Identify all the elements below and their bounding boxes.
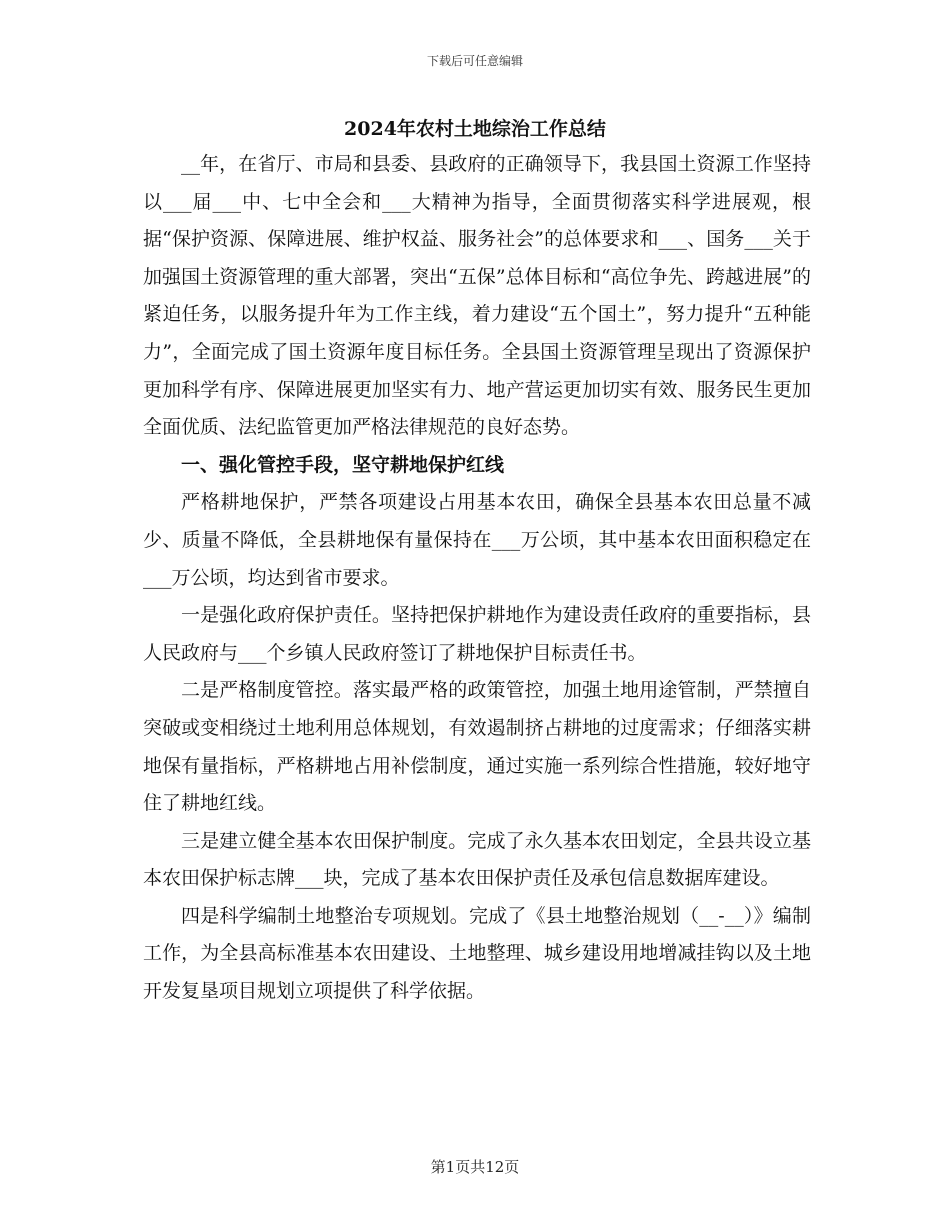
page-header: 下载后可任意编辑 bbox=[426, 54, 523, 68]
paragraph: 一是强化政府保护责任。坚持把保护耕地作为建设责任政府的重要指标，县人民政府与___个乡镇人民政府签订了耕地保护目标责任书。 bbox=[143, 604, 811, 664]
paragraph: 二是严格制度管控。落实最严格的政策管控，加强土地用途管制，严禁擅自突破或变相绕过土地利用总体规划，有效遏制挤占耕地的过度需求；仔细落实耕地保有量指标，严格耕地占用补偿制度，通过实施一系列综合性措施，较好地守住了耕地红线。 bbox=[143, 679, 811, 815]
section-heading-1: 一、强化管控手段，坚守耕地保护红线 bbox=[181, 453, 505, 476]
paragraph: 严格耕地保护，严禁各项建设占用基本农田，确保全县基本农田总量不减少、质量不降低，全县耕地保有量保持在___万公顷，其中基本农田面积稳定在___万公顷，均达到省市要求。 bbox=[143, 491, 811, 589]
document-title: 2024年农村土地综治工作总结 bbox=[344, 118, 606, 140]
paragraph-intro: __年，在省厅、市局和县委、县政府的正确领导下，我县国土资源工作坚持以___届___中、七中全会和___大精神为指导，全面贯彻落实科学进展观，根据“保护资源、保障进展、维护权益、服务社会”的总体要求和___、国务___关于加强国土资源管理的重大部署，突出“五保”总体目标和“高位争先、跨越进展”的紧迫任务，以服务提升年为工作主线，着力建设“五个国土”，努力提升“五种能力”，全面完成了国土资源年度目标任务。全县国土资源管理呈现出了资源保护更加科学有序、保障进展更加坚实有力、地产营运更加切实有效、服务民生更加全面优质、法纪监管更加严格法律规范的良好态势。 bbox=[143, 153, 811, 439]
paragraph: 四是科学编制土地整治专项规划。完成了《县土地整治规划（__-__）》编制工作，为全县高标准基本农田建设、土地整理、城乡建设用地增减挂钩以及土地开发复垦项目规划立项提供了科学依据。 bbox=[143, 904, 811, 1003]
page-number: 第1页共12页 bbox=[430, 1158, 520, 1176]
paragraph: 三是建立健全基本农田保护制度。完成了永久基本农田划定，全县共设立基本农田保护标志牌___块，完成了基本农田保护责任及承包信息数据库建设。 bbox=[143, 829, 811, 890]
document-body bbox=[143, 146, 811, 1011]
